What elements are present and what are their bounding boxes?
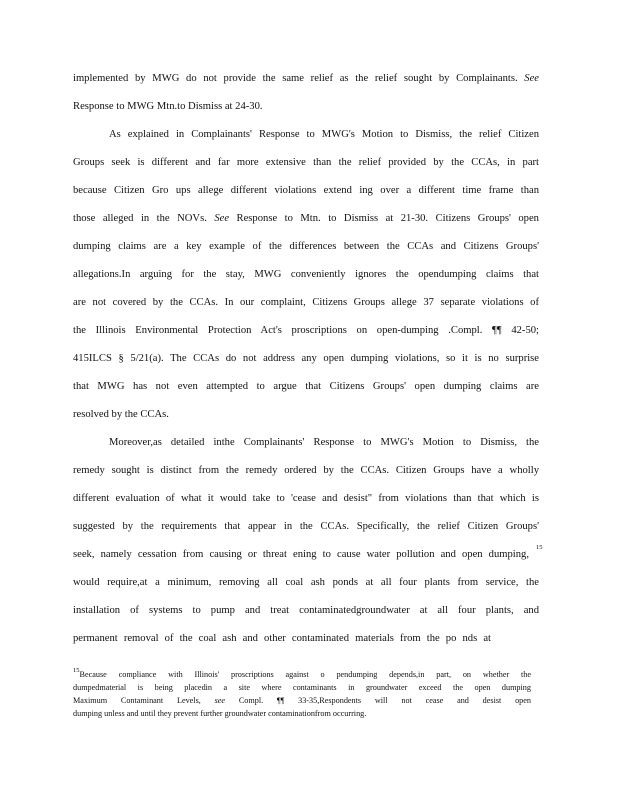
- body-line: seek, namely cessation from causing or threat ening to cause water pollution and open dumping,: [73, 549, 529, 560]
- body-line: allegations.In arguing for the stay, MWG conveniently ignores the opendumping claims that: [73, 269, 539, 280]
- body-line: Groups seek is different and far more extensive than the relief provided by the CCAs, in part: [73, 157, 539, 168]
- body-line: dumping claims are a key example of the differences between the CCAs and Citizens Groups': [73, 241, 539, 252]
- body-line: would require,at a minimum, removing all coal ash ponds at all four plants from service, the: [73, 577, 539, 588]
- body-line: the Illinois Environmental Protection Act's proscriptions on open-dumping .Compl. ¶¶ 42-50;: [73, 325, 539, 336]
- body-line: resolved by the CCAs.: [73, 409, 169, 420]
- body-line: installation of systems to pump and treat contaminatedgroundwater at all four plants, and: [73, 605, 539, 616]
- paragraph-start-line: Moreover,as detailed inthe Complainants' Response to MWG's Motion to Dismiss, the: [109, 437, 539, 448]
- footnote-reference: 15: [536, 544, 543, 551]
- body-line: permanent removal of the coal ash and other contaminated materials from the po nds at: [73, 633, 491, 644]
- body-line: suggested by the requirements that appear in the CCAs. Specifically, the relief Citizen Groups': [73, 521, 539, 532]
- body-line: implemented by MWG do not provide the same relief as the relief sought by Complainants. See: [73, 73, 539, 84]
- body-line: that MWG has not even attempted to argue that Citizens Groups' open dumping claims are: [73, 381, 539, 392]
- footnote-line: dumping unless and until they prevent further groundwater contaminationfrom occurring.: [73, 709, 367, 718]
- body-line: remedy sought is distinct from the remedy ordered by the CCAs. Citizen Groups have a wholly: [73, 465, 539, 476]
- body-line: those alleged in the NOVs. See Response to Mtn. to Dismiss at 21-30. Citizens Groups' open: [73, 213, 539, 224]
- footnote-marker: 15: [73, 667, 80, 674]
- body-line: are not covered by the CCAs. In our complaint, Citizens Groups allege 37 separate violations of: [73, 297, 539, 308]
- footnote-line: Maximum Contaminant Levels, see Compl. ¶¶ 33-35,Respondents will not cease and desist open: [73, 696, 531, 705]
- body-line: 415ILCS § 5/21(a). The CCAs do not address any open dumping violations, so it is no surprise: [73, 353, 539, 364]
- body-line: because Citizen Gro ups allege different violations extend ing over a different time frame than: [73, 185, 539, 196]
- footnote-line: $^{15}$Because compliance with Illinois' proscriptions against o pendumping depends,in part, on whether the: [73, 667, 531, 679]
- body-line: Response to MWG Mtn.to Dismiss at 24-30.: [73, 101, 263, 112]
- footnote-line: dumpedmaterial is being placedin a site where contaminants in groundwater exceed the open dumping: [73, 683, 531, 692]
- paragraph-start-line: As explained in Complainants' Response to MWG's Motion to Dismiss, the relief Citizen: [109, 129, 539, 140]
- body-line: different evaluation of what it would take to 'cease and desist" from violations than that which is: [73, 493, 539, 504]
